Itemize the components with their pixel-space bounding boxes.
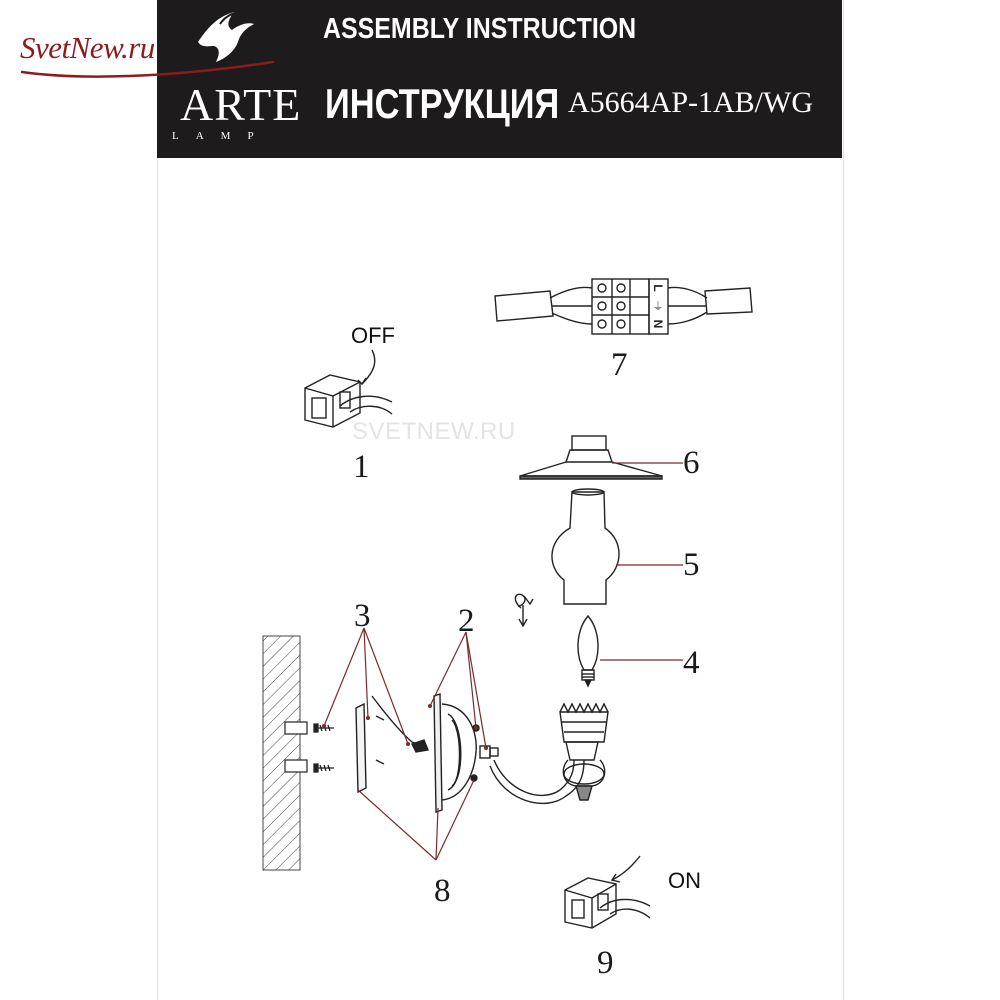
watermark: SVETNEW.RU <box>352 418 516 445</box>
terminal-label-l: L <box>651 284 665 292</box>
lamp-arm-icon <box>490 704 608 803</box>
switch-on-icon <box>565 856 650 928</box>
callout-number-6: 6 <box>683 445 700 481</box>
step-number-1: 1 <box>353 449 370 485</box>
glass-shade-icon <box>552 489 619 604</box>
step-number-9: 9 <box>597 945 614 981</box>
terminal-label-n: N <box>651 319 665 329</box>
callout-dots <box>322 704 488 750</box>
bulb-icon <box>578 616 598 686</box>
callout-number-4: 4 <box>683 645 700 681</box>
backplate-icon <box>434 694 498 812</box>
wall-icon <box>263 636 300 870</box>
switch-off-label: OFF <box>351 323 395 348</box>
terminal-block-icon <box>495 279 752 334</box>
canopy-icon <box>520 436 662 479</box>
switch-off-icon <box>305 350 392 427</box>
step-number-7: 7 <box>611 347 628 383</box>
switch-on-label: ON <box>668 868 701 893</box>
mounting-plate-icon <box>356 696 428 792</box>
callout-leaders <box>324 463 683 860</box>
screw-icon <box>314 724 334 772</box>
brand-name: ARTE <box>180 79 302 130</box>
page-title-ru: ИНСТРУКЦИЯ <box>325 80 560 127</box>
store-logo-text: SvetNew.ru <box>20 30 155 65</box>
callout-number-5: 5 <box>683 547 700 583</box>
model-number: A5664AP-1AB/WG <box>568 86 813 119</box>
page-title-en: ASSEMBLY INSTRUCTION <box>323 13 637 45</box>
rotate-arrow-icon <box>515 594 533 626</box>
callout-number-8: 8 <box>434 873 451 909</box>
callout-number-3: 3 <box>354 598 371 634</box>
brand-subtitle: LAMP <box>172 130 271 142</box>
callout-number-2: 2 <box>458 603 475 639</box>
terminal-label-earth: ⏚ <box>652 300 664 313</box>
